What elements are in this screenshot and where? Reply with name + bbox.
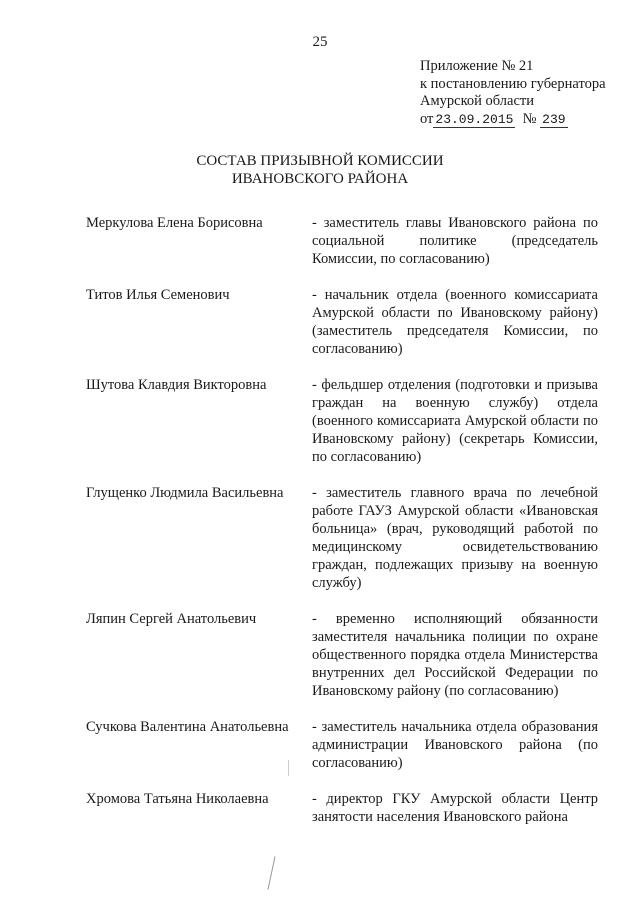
appendix-header <box>420 58 620 128</box>
member-name: Глущенко Людмила Васильевна <box>86 485 284 501</box>
member-row <box>86 718 606 772</box>
commission-members <box>86 214 606 826</box>
member-row <box>86 214 606 268</box>
scan-mark <box>288 760 289 776</box>
member-row <box>86 484 606 592</box>
decree-number: 239 <box>542 111 566 127</box>
member-role: - временно исполняющий обязанности заместителя начальника полиции по охране общественного порядка отдела Министерства внутренних дел Российской Федерации по Ивановскому району (по согласованию) <box>312 611 598 699</box>
scan-mark <box>267 856 275 889</box>
appendix-region: Амурской области <box>420 93 534 109</box>
member-row <box>86 376 606 466</box>
appendix-title: Приложение № 21 <box>420 58 534 74</box>
member-name: Титов Илья Семенович <box>86 287 230 303</box>
appendix-date-line <box>420 111 620 129</box>
member-name: Шутова Клавдия Викторовна <box>86 377 267 393</box>
member-role: - заместитель начальника отдела образования администрации Ивановского района (по согласованию) <box>312 719 598 771</box>
member-role: - начальник отдела (военного комиссариата Амурской области по Ивановскому району) (заместитель председателя Комиссии, по согласованию) <box>312 287 598 357</box>
member-row <box>86 790 606 826</box>
member-row <box>86 610 606 700</box>
member-row <box>86 286 606 358</box>
member-name: Меркулова Елена Борисовна <box>86 215 263 231</box>
document-title <box>0 152 640 188</box>
number-prefix: № <box>522 110 537 127</box>
member-role: - директор ГКУ Амурской области Центр занятости населения Ивановского района <box>312 791 598 825</box>
member-role: - фельдшер отделения (подготовки и призыва граждан на военную службу) отдела (военного комиссариата Амурской области по Ивановскому району) (секретарь Комиссии, по согласованию) <box>312 377 598 465</box>
member-role: - заместитель главного врача по лечебной работе ГАУЗ Амурской области «Ивановская больница» (врач, руководящий работой по медицинскому освидетельствованию граждан, подлежащих призыву на военную службу) <box>312 485 598 591</box>
title-line-1: СОСТАВ ПРИЗЫВНОЙ КОМИССИИ <box>196 153 444 169</box>
page-number: 25 <box>312 34 328 50</box>
member-name: Сучкова Валентина Анатольевна <box>86 719 289 735</box>
decree-date: 23.09.2015 <box>435 111 514 127</box>
date-prefix: от <box>420 110 434 127</box>
member-role: - заместитель главы Ивановского района по социальной политике (председатель Комиссии, по согласованию) <box>312 215 598 267</box>
appendix-decree: к постановлению губернатора <box>420 75 606 92</box>
title-line-2: ИВАНОВСКОГО РАЙОНА <box>231 171 409 187</box>
member-name: Ляпин Сергей Анатольевич <box>86 611 257 627</box>
member-name: Хромова Татьяна Николаевна <box>86 791 269 807</box>
